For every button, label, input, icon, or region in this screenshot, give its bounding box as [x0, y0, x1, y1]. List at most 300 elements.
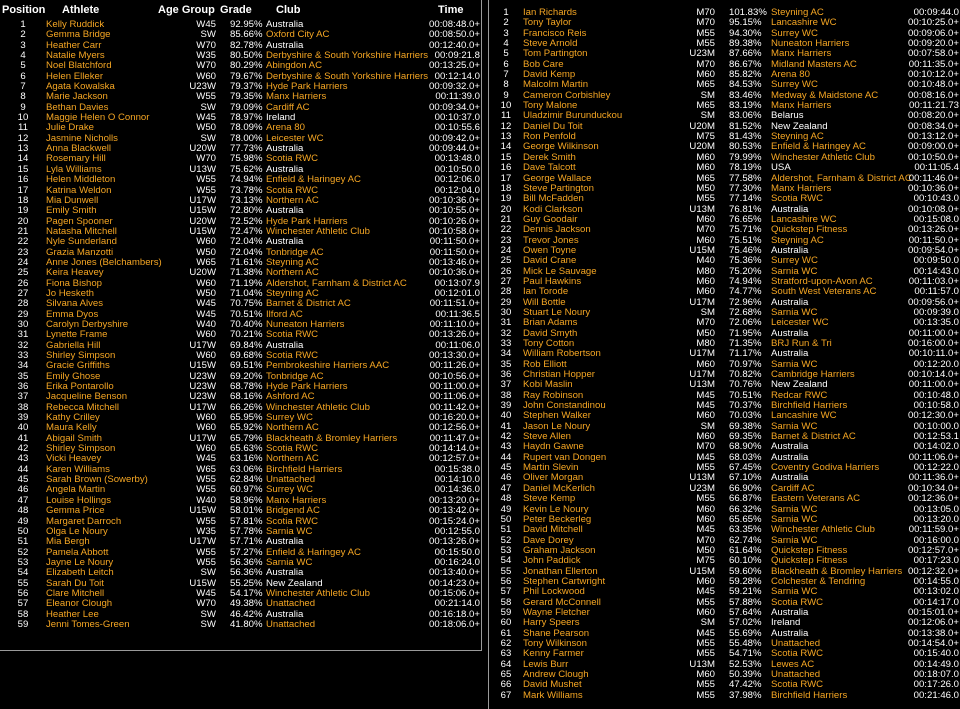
- age-group-cell: U15W: [189, 205, 216, 217]
- time-cell: 00:11:35.0+: [908, 58, 959, 70]
- grade-cell: 80.29%: [230, 60, 263, 72]
- age-group-cell: M60: [696, 410, 715, 422]
- club-cell: Lancashire WC: [771, 17, 837, 29]
- grade-cell: 80.50%: [230, 50, 263, 62]
- athlete-name: Kelly Ruddick: [46, 19, 105, 30]
- athlete-name: Bethan Davies: [46, 101, 109, 113]
- athlete-name: Kathy Crilley: [46, 412, 100, 424]
- club-cell: Australia: [266, 608, 304, 620]
- athlete-name: Stephen Cartwright: [523, 575, 606, 587]
- athlete-name: Jonathan Ellerton: [523, 565, 598, 577]
- table-row: [489, 556, 959, 566]
- position-cell: 4: [20, 50, 26, 62]
- time-cell: 00:10:26.0+: [429, 215, 480, 227]
- position-cell: 31: [17, 329, 29, 341]
- position-cell: 64: [500, 658, 512, 670]
- club-cell: Colchester & Tendring: [771, 575, 866, 587]
- athlete-name: Rosemary Hill: [46, 153, 106, 165]
- club-cell: Sarnia WC: [771, 265, 818, 277]
- athlete-name: David Mitchell: [523, 524, 583, 536]
- time-cell: 00:13:46.0+: [429, 256, 480, 268]
- grade-cell: 68.78%: [230, 381, 263, 393]
- club-cell: Unattached: [266, 618, 316, 630]
- position-cell: 23: [17, 246, 29, 258]
- grade-cell: 77.73%: [230, 143, 263, 155]
- position-cell: 20: [17, 215, 29, 227]
- athlete-name: Malcolm Martin: [523, 79, 589, 91]
- grade-cell: 57.88%: [729, 596, 762, 608]
- club-cell: Abingdon AC: [266, 60, 323, 72]
- grade-cell: 95.15%: [729, 17, 762, 29]
- time-cell: 00:11:36.5: [435, 308, 480, 320]
- grade-cell: 65.92%: [230, 422, 263, 434]
- athlete-name: Rupert van Dongen: [523, 451, 607, 463]
- men-results-body: [489, 8, 959, 701]
- athlete-name: Emily Smith: [46, 205, 97, 217]
- grade-cell: 71.61%: [230, 256, 263, 268]
- grade-cell: 62.84%: [230, 474, 263, 486]
- position-cell: 45: [500, 462, 512, 474]
- age-group-cell: U17W: [189, 401, 216, 413]
- grade-cell: 54.71%: [729, 648, 762, 660]
- grade-cell: 47.42%: [729, 679, 762, 691]
- time-cell: 00:11:06.0+: [908, 451, 959, 463]
- position-cell: 12: [17, 132, 29, 144]
- time-cell: 00:14:10.0: [434, 474, 480, 486]
- athlete-name: Heather Carr: [46, 39, 102, 51]
- age-group-cell: W40: [196, 318, 216, 330]
- club-cell: Arena 80: [266, 122, 305, 134]
- age-group-cell: M75: [696, 131, 715, 143]
- time-cell: 00:11:46.0+: [908, 172, 959, 184]
- position-cell: 62: [500, 637, 512, 649]
- athlete-name: Bill McFadden: [523, 193, 584, 205]
- athlete-name: Jasmine Nicholls: [46, 132, 118, 144]
- grade-cell: 69.51%: [230, 360, 263, 372]
- athlete-name: Gemma Bridge: [46, 29, 111, 41]
- athlete-name: Wayne Fletcher: [523, 606, 590, 618]
- athlete-name: Owen Toyne: [523, 244, 577, 256]
- athlete-name: Olga Le Noury: [46, 525, 108, 537]
- time-cell: 00:13:42.0+: [429, 505, 480, 517]
- club-cell: Cambridge Harriers: [771, 369, 855, 381]
- age-group-cell: U23W: [189, 370, 216, 382]
- grade-cell: 65.63%: [230, 443, 263, 455]
- position-cell: 57: [500, 586, 512, 598]
- time-cell: 00:11:39.0: [435, 91, 480, 103]
- age-group-cell: SM: [700, 89, 715, 101]
- position-cell: 29: [500, 296, 512, 308]
- club-cell: Manx Harriers: [266, 494, 327, 506]
- age-group-cell: M70: [696, 17, 715, 29]
- position-cell: 46: [17, 484, 29, 496]
- position-cell: 58: [500, 596, 512, 608]
- athlete-name: Maura Kelly: [46, 422, 97, 434]
- grade-cell: 71.38%: [230, 267, 263, 279]
- athlete-name: Lynette Frame: [46, 329, 108, 341]
- club-cell: New Zealand: [771, 120, 828, 132]
- athlete-name: Mark Williams: [523, 689, 583, 701]
- time-cell: 00:21:14.0: [434, 598, 480, 610]
- time-cell: 00:14:14.0+: [429, 443, 480, 455]
- athlete-name: John Constandinou: [523, 400, 606, 412]
- club-cell: Northern AC: [266, 422, 319, 434]
- athlete-name: Tony Cotton: [523, 338, 575, 349]
- age-group-cell: M60: [696, 162, 715, 174]
- club-cell: Tonbridge AC: [266, 370, 324, 382]
- age-group-cell: W55: [196, 546, 216, 558]
- time-cell: 00:11:51.0+: [429, 298, 480, 310]
- position-cell: 7: [20, 81, 26, 93]
- grade-cell: 79.99%: [729, 151, 762, 163]
- position-cell: 36: [500, 369, 512, 381]
- grade-cell: 54.17%: [230, 587, 263, 599]
- athlete-name: Bob Care: [523, 58, 564, 70]
- position-cell: 49: [17, 515, 29, 527]
- grade-cell: 58.96%: [230, 494, 263, 506]
- age-group-cell: M60: [696, 275, 715, 287]
- age-group-cell: U13M: [689, 472, 715, 484]
- grade-cell: 71.95%: [729, 327, 762, 339]
- athlete-name: Elizabeth Leitch: [46, 567, 114, 579]
- age-group-cell: U17W: [189, 536, 216, 548]
- time-cell: 00:14:54.0+: [908, 637, 959, 649]
- club-cell: Scotia RWC: [771, 193, 824, 205]
- women-results-table: [0, 0, 480, 630]
- athlete-name: Heather Lee: [46, 608, 99, 620]
- club-cell: Steyning AC: [266, 287, 319, 299]
- club-cell: Sarnia WC: [771, 420, 818, 432]
- club-cell: Sarnia WC: [771, 513, 818, 525]
- age-group-cell: M55: [696, 462, 715, 474]
- age-group-cell: W45: [196, 19, 216, 30]
- athlete-name: Shirley Simpson: [46, 443, 116, 455]
- time-cell: 00:11:50.0+: [429, 236, 480, 248]
- age-group-cell: SW: [200, 567, 216, 579]
- athlete-name: Jacqueline Benson: [46, 391, 128, 403]
- age-group-cell: U20M: [689, 120, 715, 132]
- athlete-name: Shirley Simpson: [46, 350, 116, 361]
- position-cell: 10: [500, 100, 512, 112]
- age-group-cell: W60: [196, 277, 216, 289]
- position-cell: 24: [500, 244, 512, 256]
- time-cell: 00:10:25.0+: [908, 17, 959, 29]
- position-cell: 32: [500, 327, 512, 339]
- position-cell: 11: [501, 110, 511, 122]
- club-cell: Steyning AC: [771, 234, 824, 246]
- grade-cell: 37.98%: [729, 689, 762, 701]
- club-cell: Winchester Athletic Club: [266, 401, 370, 413]
- grade-cell: 101.83%: [729, 7, 767, 18]
- athlete-name: Marie Jackson: [46, 91, 108, 103]
- position-cell: 59: [500, 606, 512, 618]
- time-cell: 00:10:43.0: [913, 193, 959, 205]
- grade-cell: 79.35%: [230, 91, 263, 103]
- grade-cell: 72.04%: [230, 236, 263, 248]
- athlete-name: David Crane: [523, 255, 577, 267]
- table-row: [0, 506, 480, 516]
- grade-cell: 57.81%: [230, 515, 263, 527]
- time-cell: 00:08:48.0+: [429, 19, 480, 30]
- position-cell: 9: [503, 89, 509, 101]
- time-cell: 00:13:02.0: [913, 586, 959, 598]
- club-cell: Belarus: [771, 110, 804, 122]
- time-cell: 00:11:05.4: [914, 162, 959, 174]
- grade-cell: 79.09%: [230, 101, 263, 113]
- athlete-name: Phil Lockwood: [523, 586, 585, 598]
- club-cell: Scotia RWC: [266, 350, 319, 361]
- athlete-name: Ian Torode: [523, 286, 569, 298]
- club-cell: Derbyshire & South Yorkshire Harriers: [266, 70, 429, 82]
- time-cell: 00:09:54.0+: [908, 244, 959, 256]
- grade-cell: 75.51%: [729, 234, 762, 246]
- position-cell: 15: [500, 151, 512, 163]
- athlete-name: Julie Drake: [46, 122, 94, 134]
- grade-cell: 81.43%: [729, 131, 762, 143]
- time-cell: 00:10:11.0+: [908, 348, 959, 360]
- club-cell: Lancashire WC: [771, 410, 837, 422]
- athlete-name: Graham Jackson: [523, 544, 596, 556]
- position-cell: 2: [503, 17, 509, 29]
- grade-cell: 69.84%: [230, 339, 263, 351]
- position-cell: 30: [500, 306, 512, 318]
- club-cell: Cardiff AC: [266, 101, 310, 113]
- grade-cell: 59.28%: [729, 575, 762, 587]
- club-cell: Sarnia WC: [771, 306, 818, 318]
- position-cell: 4: [503, 38, 509, 50]
- athlete-name: Helen Elleker: [46, 70, 104, 82]
- grade-cell: 83.06%: [729, 110, 762, 122]
- athlete-name: Erika Pontarollo: [46, 381, 114, 393]
- table-row: [489, 494, 959, 504]
- time-cell: 00:08:34.0+: [908, 120, 959, 132]
- time-cell: 00:13:07.9: [434, 277, 480, 289]
- position-cell: 59: [17, 618, 29, 630]
- position-header: Position: [2, 4, 46, 16]
- grade-cell: 85.82%: [729, 69, 762, 81]
- club-cell: Pembrokeshire Harriers AAC: [266, 360, 390, 372]
- time-cell: 00:12:32.0+: [908, 565, 959, 577]
- time-cell: 00:10:50.0: [434, 163, 480, 175]
- club-cell: Australia: [266, 567, 304, 579]
- age-group-cell: W35: [196, 50, 216, 62]
- age-group-cell: U15W: [189, 360, 216, 372]
- club-cell: Hyde Park Harriers: [266, 81, 348, 93]
- club-cell: Scotia RWC: [266, 329, 319, 341]
- club-cell: Winchester Athletic Club: [771, 524, 875, 536]
- age-group-cell: U15M: [689, 565, 715, 577]
- time-cell: 00:11:00.0+: [908, 379, 959, 391]
- club-cell: Sarnia WC: [771, 586, 818, 598]
- athlete-name: Ron Penfold: [523, 131, 576, 143]
- age-group-cell: M65: [696, 79, 715, 91]
- club-cell: Birchfield Harriers: [266, 463, 343, 475]
- position-cell: 43: [17, 453, 29, 465]
- age-group-cell: U17W: [189, 339, 216, 351]
- grade-cell: 70.75%: [230, 298, 263, 310]
- club-cell: Tonbridge AC: [266, 246, 324, 258]
- time-cell: 00:11:21.73: [909, 100, 959, 112]
- time-cell: 00:08:16.0+: [908, 89, 959, 101]
- time-cell: 00:10:14.0+: [908, 369, 959, 381]
- position-cell: 61: [500, 627, 512, 639]
- time-cell: 00:14:17.0: [913, 596, 959, 608]
- athlete-name: Helen Middleton: [46, 174, 116, 186]
- club-cell: Ashford AC: [266, 391, 315, 403]
- grade-cell: 55.48%: [729, 637, 762, 649]
- time-cell: 00:18:06.0+: [429, 618, 480, 630]
- time-cell: 00:12:40.0+: [429, 39, 480, 51]
- grade-cell: 72.47%: [230, 225, 263, 237]
- club-cell: Enfield & Haringey AC: [266, 174, 361, 186]
- athlete-name: Peter Beckerleg: [523, 513, 592, 525]
- grade-cell: 63.16%: [230, 453, 263, 465]
- club-cell: Scotia RWC: [266, 443, 319, 455]
- athlete-name: Katrina Weldon: [46, 184, 112, 196]
- age-group-cell: M60: [696, 431, 715, 443]
- time-cell: 00:11:57.0: [914, 286, 959, 298]
- position-cell: 63: [500, 648, 512, 660]
- time-cell: 00:14:55.0: [913, 575, 959, 587]
- club-cell: Blackheath & Bromley Harriers: [266, 432, 398, 444]
- position-cell: 1: [503, 7, 509, 18]
- club-cell: Unattached: [771, 669, 821, 680]
- time-cell: 00:15:06.0+: [429, 587, 480, 599]
- athlete-name: Margaret Darroch: [46, 515, 122, 527]
- age-group-cell: U17M: [689, 369, 715, 381]
- club-cell: Lewes AC: [771, 658, 815, 670]
- age-group-cell: W45: [196, 587, 216, 599]
- position-cell: 25: [500, 255, 512, 267]
- time-cell: 00:11:59.0+: [908, 524, 959, 536]
- athlete-name: Silvana Alves: [46, 298, 104, 310]
- club-cell: Barnet & District AC: [771, 431, 856, 443]
- age-group-cell: U17W: [189, 432, 216, 444]
- time-cell: 00:13:35.0: [913, 317, 959, 329]
- time-cell: 00:16:24.0: [434, 556, 480, 568]
- grade-cell: 69.68%: [230, 350, 263, 361]
- athlete-name: Stuart Le Noury: [523, 306, 591, 318]
- club-cell: Quickstep Fitness: [771, 544, 848, 556]
- club-cell: Australia: [771, 472, 809, 484]
- time-cell: 00:10:12.0+: [908, 69, 959, 81]
- age-group-cell: M65: [696, 100, 715, 112]
- grade-cell: 61.64%: [729, 544, 762, 556]
- age-group-cell: M60: [696, 151, 715, 163]
- grade-cell: 65.65%: [729, 513, 762, 525]
- time-cell: 00:12:01.0: [434, 287, 480, 299]
- age-group-cell: M60: [696, 513, 715, 525]
- grade-cell: 71.17%: [729, 348, 762, 360]
- age-group-cell: SW: [200, 132, 216, 144]
- grade-cell: 75.62%: [230, 163, 263, 175]
- grade-cell: 87.66%: [729, 48, 762, 60]
- age-group-cell: M80: [696, 338, 715, 349]
- club-cell: Australia: [266, 19, 304, 30]
- table-row: [0, 206, 480, 216]
- position-cell: 44: [500, 451, 512, 463]
- position-cell: 55: [500, 565, 512, 577]
- athlete-name: Natalie Myers: [46, 50, 105, 62]
- grade-cell: 70.37%: [729, 400, 762, 412]
- position-cell: 65: [500, 669, 512, 680]
- time-cell: 00:16:18.0+: [429, 608, 480, 620]
- position-cell: 5: [20, 60, 26, 72]
- grade-cell: 75.46%: [729, 244, 762, 256]
- position-cell: 53: [500, 544, 512, 556]
- table-row: [489, 525, 959, 535]
- position-cell: 17: [17, 184, 29, 196]
- grade-cell: 70.82%: [729, 369, 762, 381]
- club-cell: Birchfield Harriers: [771, 689, 848, 701]
- grade-cell: 69.38%: [729, 420, 762, 432]
- age-group-cell: M75: [696, 555, 715, 567]
- time-cell: 00:10:50.0+: [908, 151, 959, 163]
- position-cell: 16: [17, 174, 29, 186]
- club-cell: Blackheath & Bromley Harriers: [771, 565, 903, 577]
- position-cell: 28: [17, 298, 29, 310]
- position-cell: 43: [500, 441, 512, 453]
- time-cell: 00:07:58.0+: [908, 48, 959, 60]
- time-cell: 00:15:24.0+: [429, 515, 480, 527]
- age-group-cell: W35: [196, 525, 216, 537]
- grade-cell: 49.38%: [230, 598, 263, 610]
- athlete-name: Mia Bergh: [46, 536, 90, 548]
- athlete-name: Haydn Gawne: [523, 441, 584, 453]
- club-cell: New Zealand: [771, 379, 828, 391]
- club-cell: Manx Harriers: [771, 48, 832, 60]
- athlete-name: George Wallace: [523, 172, 592, 184]
- athlete-name: Derek Smith: [523, 151, 576, 163]
- club-header: Club: [276, 4, 301, 16]
- club-cell: Winchester Athletic Club: [266, 587, 370, 599]
- club-cell: Northern AC: [266, 267, 319, 279]
- time-cell: 00:09:20.0+: [908, 38, 959, 50]
- age-group-cell: U20M: [689, 141, 715, 153]
- grade-cell: 75.98%: [230, 153, 263, 165]
- athlete-header: Athlete: [62, 4, 100, 16]
- men-results-panel: [488, 0, 960, 709]
- athlete-name: Anne Jones (Belchambers): [46, 256, 162, 268]
- age-group-cell: U23W: [189, 81, 216, 93]
- grade-cell: 72.52%: [230, 215, 263, 227]
- time-cell: 00:10:58.0+: [429, 225, 480, 237]
- athlete-name: Pagen Spooner: [46, 215, 113, 227]
- position-cell: 45: [17, 474, 29, 486]
- position-cell: 39: [17, 412, 29, 424]
- age-group-cell: M60: [696, 69, 715, 81]
- grade-cell: 70.21%: [230, 329, 263, 341]
- grade-cell: 70.51%: [729, 389, 762, 401]
- position-cell: 22: [500, 224, 512, 236]
- grade-cell: 55.69%: [729, 627, 762, 639]
- time-cell: 00:09:44.0: [913, 7, 959, 18]
- club-cell: BRJ Run & Tri: [771, 338, 832, 349]
- grade-cell: 78.97%: [230, 112, 263, 124]
- grade-cell: 70.51%: [230, 308, 263, 320]
- age-group-cell: W70: [196, 39, 216, 51]
- time-cell: 00:11:03.0+: [908, 275, 959, 287]
- time-cell: 00:12:06.0: [434, 174, 480, 186]
- club-cell: Manx Harriers: [771, 182, 832, 194]
- position-cell: 24: [17, 256, 29, 268]
- position-cell: 5: [503, 48, 509, 60]
- age-group-cell: M55: [696, 637, 715, 649]
- grade-cell: 46.42%: [230, 608, 263, 620]
- time-cell: 00:09:50.0: [913, 255, 959, 267]
- club-cell: Australia: [266, 205, 304, 217]
- athlete-name: Kobi Maslin: [523, 379, 573, 391]
